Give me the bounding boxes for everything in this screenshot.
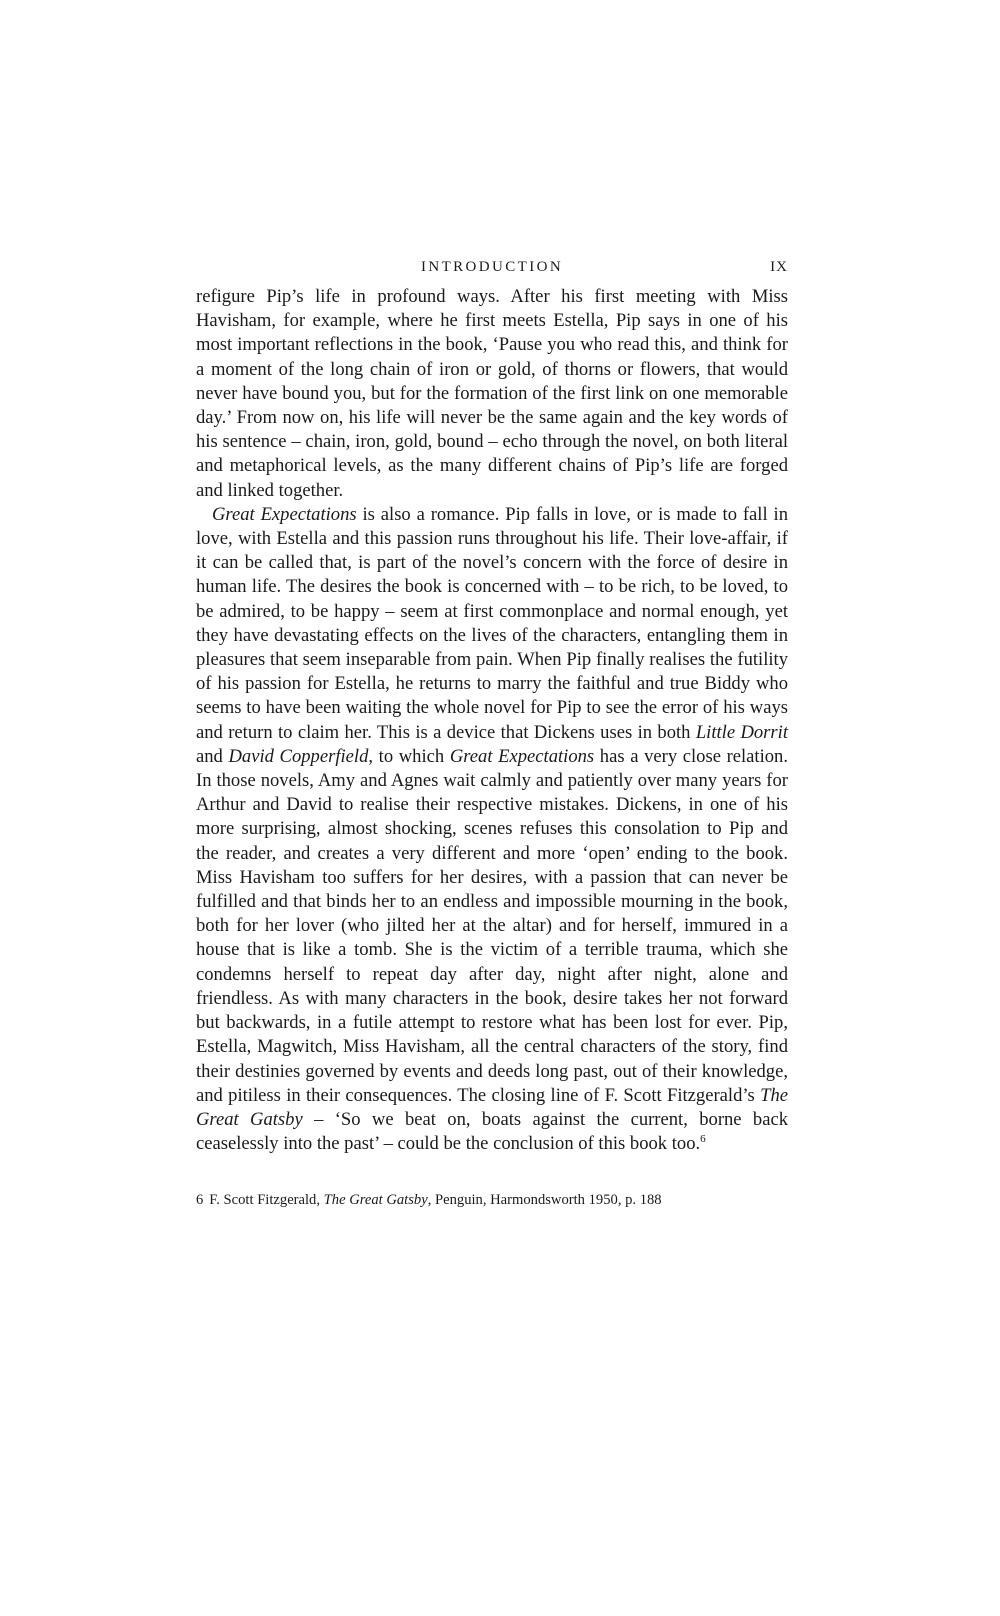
paragraph-1: refigure Pip’s life in profound ways. After his first meeting with Miss Havisham, for example, where he first meets Estella, Pip says in one of his most important reflections in the book, ‘Pause you who read this, and think for a moment of the long chain of iron or gold, of thorns or flowers, that would never have bound you, but for the formation of the first link on one memorable day.’ From now on, his life will never be the same again and the key words of his sentence – chain, iron, gold, bound – echo through the novel, on both literal and metaphorical levels, as the many different chains of Pip’s life are forged and linked together. bbox=[196, 286, 788, 501]
footnote-publication: , Penguin, Harmondsworth 1950, p. 188 bbox=[427, 1192, 662, 1209]
footnote-number: 6 bbox=[196, 1192, 204, 1209]
paragraph-2-text-3: , to which bbox=[368, 745, 450, 767]
footnote-title: The Great Gatsby bbox=[323, 1192, 428, 1209]
book-title-great-gatsby: The Great Gatsby bbox=[196, 1084, 788, 1130]
footnote-reference[interactable]: 6 bbox=[700, 1132, 706, 1145]
book-title-little-dorrit: Little Dorrit bbox=[695, 721, 788, 743]
footnote bbox=[196, 1190, 788, 1210]
running-head bbox=[196, 255, 788, 281]
page-number: IX bbox=[770, 259, 788, 275]
book-title-david-copperfield: David Copperfield bbox=[228, 745, 369, 767]
paragraph-2-text-2: and bbox=[196, 745, 229, 767]
book-title-great-expectations: Great Expectations bbox=[212, 503, 357, 525]
footnote-author: F. Scott Fitzgerald, bbox=[209, 1192, 324, 1209]
paragraph-2-text-1: is also a romance. Pip falls in love, or is made to fall in love, with Estella and this passion runs throughout his life. Their love-affair, if it can be called that, is part of the novel’s concern with the force of desire in human life. The desires the book is concerned with – to be rich, to be loved, to be admired, to be happy – seem at first commonplace and normal enough, yet they have devastating effects on the lives of the characters, entangling them in pleasures that seem inseparable from pain. When Pip finally realises the futility of his passion for Estella, he returns to marry the faithful and true Biddy who seems to have been waiting the whole novel for Pip to see the error of his ways and return to claim her. This is a device that Dickens uses in both bbox=[196, 503, 788, 743]
paragraph-2 bbox=[196, 503, 788, 1156]
paragraph-2-text-4: has a very close relation. In those novels, Amy and Agnes wait calmly and patiently over many years for Arthur and David to realise their respective mistakes. Dickens, in one of his more surprising, almost shocking, scenes refuses this consolation to Pip and the reader, and creates a very different and more ‘open’ ending to the book. Miss Havisham too suffers for her desires, with a passion that can never be fulfilled and that binds her to an endless and impossible mourning in the book, both for her lover (who jilted her at the altar) and for herself, immured in a house that is like a tomb. She is the victim of a terrible trauma, which she condemns herself to repeat day after day, night after night, alone and friendless. As with many characters in the book, desire takes her not forward but backwards, in a futile attempt to restore what has been lost for ever. Pip, Estella, Magwitch, Miss Havisham, all the central characters of the story, find their destinies governed by events and deeds long past, out of their knowledge, and pitiless in their consequences. The closing line of F. Scott Fitzgerald’s bbox=[196, 745, 789, 1106]
paragraph-2-text-5: – ‘So we beat on, boats against the current, borne back ceaselessly into the past’ – could be the conclusion of this book too. bbox=[196, 1108, 789, 1155]
book-page bbox=[196, 255, 788, 1210]
book-title-great-expectations-2: Great Expectations bbox=[449, 745, 595, 767]
running-title: INTRODUCTION bbox=[420, 259, 564, 275]
